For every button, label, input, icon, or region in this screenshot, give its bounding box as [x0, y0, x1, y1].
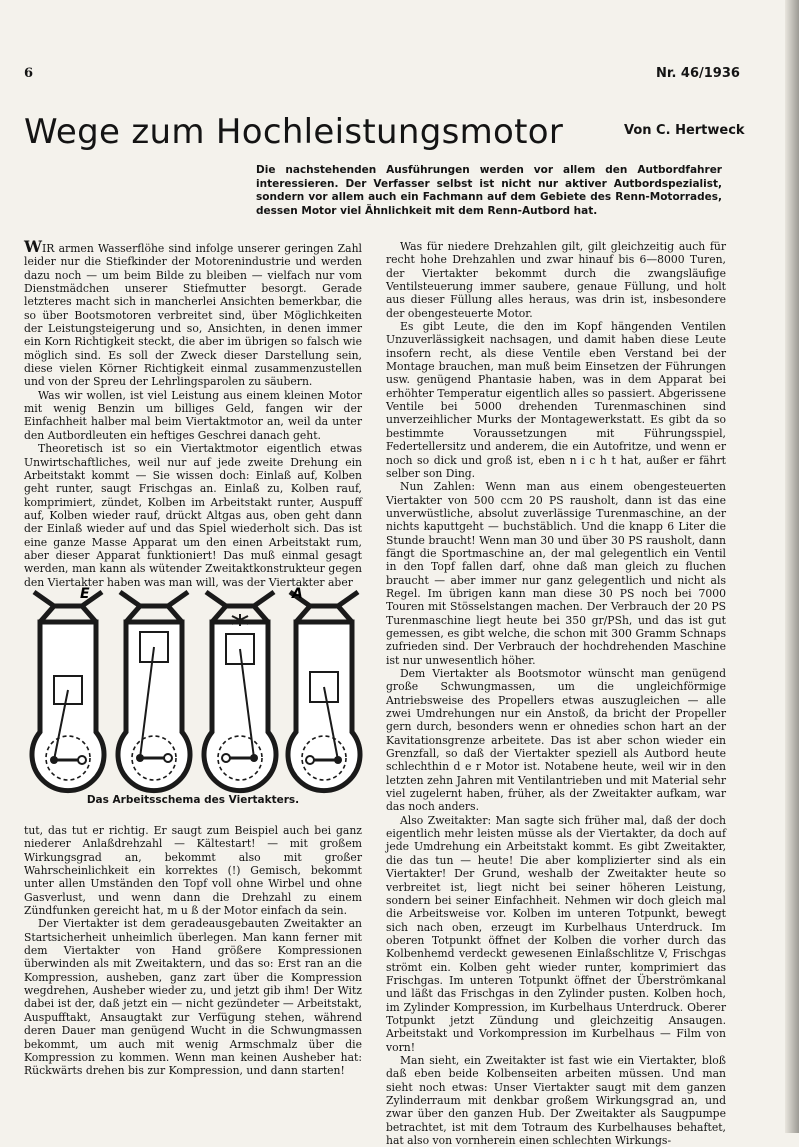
article-author: Von C. Hertweck [624, 123, 745, 138]
engine-cycle-illustration [24, 582, 362, 792]
article-intro: Die nachstehenden Ausführungen werden vor allem den Autbordfahrer interessieren. Der Verfasser selbst ist nicht nur aktiver Autbordspezialist, sondern vor allem auch ein Fachmann auf dem Gebiete des Renn-Motorrades, dessen Motor viel Ähnlichkeit mit dem Renn-Autbord hat. [256, 164, 722, 217]
article-title: Wege zum Hochleistungsmotor [24, 112, 564, 152]
cycle-compression [118, 592, 190, 791]
paragraph: Der Viertakter ist dem geradeausgebauten Zweitakter an Startsicherheit unheimlich überlegen. Man kann ferner mit dem Viertakter von Hand größere Kompressionen überwinden als mit Zweitaktern, und das so: Erst ran an die Kompression, ausheben, ganz zart über die Kompression wegdrehen, Ausheber wieder zu, und jetzt gib ihm! Der Witz dabei ist der, daß jetzt ein — nicht gezündeter — Arbeitstakt, Auspufftakt, Ansaugtakt zur Verfügung stehen, während deren Dauer man genügend Wucht in die Schwungmassen bekommt, um auch mit wenig Armschmalz über die Kompression zu kommen. Wenn man keinen Ausheber hat: Rückwärts drehen bis zur Kompression, und dann starten! [24, 917, 362, 1078]
label-exhaust: A [292, 586, 303, 602]
paragraph: Nun Zahlen: Wenn man aus einem obengesteuerten Viertakter von 500 ccm 20 PS rausholt, dann ist das eine unverwüstliche, absolut zuverlässige Turenmaschine, an der nichts kaputtgeht — buchstäblich. Und die knapp 6 Liter die Stunde braucht! Wenn man 30 und über 30 PS rausholt, dann fängt die Sportmaschine an, der mal gelegentlich ein Ventil in den Topf fallen darf, ohne daß man gleich zu fluchen braucht — aber immer nur ganz gelegentlich und nicht als Regel. Im übrigen kann man diese 30 PS noch bei 7000 Touren mit Stösselstangen machen. Der Verbrauch der 20 PS Turenmaschine liegt heute bei 350 gr/PSh, und das ist gut gemessen, es gibt welche, die schon mit 300 Gramm Schnaps zufrieden sind. Der Verbrauch der hochdrehenden Maschine ist nur unwesentlich höher. [386, 480, 726, 667]
four-stroke-diagram [24, 582, 362, 812]
page-number: 6 [24, 66, 34, 81]
left-column-bottom [24, 824, 362, 1128]
issue-number: Nr. 46/1936 [656, 66, 740, 81]
paragraph: Theoretisch ist so ein Viertaktmotor eigentlich etwas Unwirtschaftliches, weil nur auf jede zweite Drehung ein Arbeitstakt kommt — Sie wissen doch: Einlaß auf, Kolben geht runter, saugt Frischgas an. Einlaß zu, Kolben rauf, komprimiert, zündet, Kolben im Arbeitstakt runter, Auspuff auf, Kolben wieder rauf, drückt Altgas aus, oben geht dann der Einlaß wieder auf und das Spiel wiederholt sich. Das ist eine ganze Masse Apparat um den einen Arbeitstakt rum, aber dieser Apparat funktioniert! Das muß einmal gesagt werden, man kann als wütender Zweitaktkonstrukteur gegen den Viertakter haben was man will, was der Viertakter aber [24, 442, 362, 589]
cycle-ignition [204, 592, 276, 791]
paragraph: tut, das tut er richtig. Er saugt zum Beispiel auch bei ganz niederer Anlaßdrehzahl — Kältestart! — mit großem Wirkungsgrad an, bekommt also mit großer Wahrscheinlichkeit ein korrektes (!) Gemisch, bekommt unter allen Umständen den Topf voll ohne Wirbel und ohne Gasverlust, und wenn dann die Drehzahl zu einem Zündfunken gereicht hat, m u ß der Motor einfach da sein. [24, 824, 362, 918]
paragraph: Man sieht, ein Zweitakter ist fast wie ein Viertakter, bloß daß eben beide Kolbenseiten arbeiten müssen. Und man sieht noch etwas: Unser Viertakter saugt mit dem ganzen Zylinderraum mit denkbar großem Wirkungsgrad an, und zwar über den ganzen Hub. Der Zweitakter als Saugpumpe betrachtet, ist mit dem Totraum des Kurbelhauses behaftet, hat also von vornherein einen schlechten Wirkungs- [386, 1053, 726, 1147]
paragraph-text: IR armen Wasserflöhe sind infolge unserer geringen Zahl leider nur die Stiefkinder der Motorenindustrie und werden dazu noch — um beim Bilde zu bleiben — vielfach nur vom Dienstmädchen unserer Stiefmutter besorgt. Gerade letzteres macht sich in mancherlei Ansichten bemerkbar, die so über Bootsmotoren verbreitet sind, über Möglichkeiten der Leistungsteigerung und so, Ansichten, in denen immer ein Korn Richtigkeit steckt, die aber im übrigen so falsch wie möglich sind. Es soll der Zweck dieser Darstellung sein, diese vielen Körner Richtigkeit einmal zusammenzustellen und von der Spreu der Lehrlingsparolen zu säubern. [24, 242, 362, 389]
left-column-top [24, 237, 362, 589]
cycle-intake [32, 592, 104, 791]
paragraph: Was für niedere Drehzahlen gilt, gilt gleichzeitig auch für recht hohe Drehzahlen und zwar hinauf bis 6—8000 Turen, der Viertakter bekommt durch die zwangsläufige Ventilsteuerung immer saubere, genaue Füllung, und holt aus dieser Füllung alles heraus, was drin ist, insbesondere der obengesteuerte Motor. [386, 240, 726, 320]
cycle-exhaust [288, 592, 360, 791]
figure-caption: Das Arbeitsschema des Viertakters. [86, 794, 300, 806]
paragraph [24, 237, 362, 389]
paragraph: Es gibt Leute, die den im Kopf hängenden Ventilen Unzuverlässigkeit nachsagen, und damit haben diese Leute insofern recht, als diese Ventile eben Verstand bei der Montage brauchen, man muß beim Einsetzen der Führungen usw. genügend Phantasie haben, was in dem Apparat bei erhöhter Temperatur eigentlich alles so passiert. Abgerissene Ventile bei 5000 drehenden Turenmaschinen sind unverzeihlicher Murks der Montagewerkstatt. Es gibt da so bestimmte Voraussetzungen mit Führungsspiel, Federtellersitz und anderem, die ein Autofritze, und wenn er noch so dick und groß ist, eben n i c h t hat, außer er fährt selber son Ding. [386, 320, 726, 480]
drop-cap: W [24, 237, 42, 256]
right-column [386, 240, 726, 1147]
page-edge-shadow [785, 0, 799, 1133]
paragraph: Was wir wollen, ist viel Leistung aus einem kleinen Motor mit wenig Benzin um billiges Geld, fangen wir der Einfachheit halber mal beim Viertaktmotor an, weil da unter den Autbordleuten ein heftiges Geschrei danach geht. [24, 388, 362, 442]
paragraph: Dem Viertakter als Bootsmotor wünscht man genügend große Schwungmassen, um die ungleichförmige Antriebsweise des Propellers etwas auszugleichen — alle zwei Umdrehungen nur ein Anstoß, da bricht der Propeller gern durch, besonders wenn er ohnedies schon hart an der Kavitationsgrenze arbeitete. Das ist aber schon wieder ein Grenzfall, so daß der Viertakter speziell als Autbord heute schlechthin d e r Motor ist. Notabene heute, weil wir in den letzten zehn Jahren mit Ventilantrieben und mit Material sehr viel zugelernt haben, früher, als der Zweitakter aufkam, war das noch anders. [386, 667, 726, 814]
label-intake: E [80, 586, 90, 602]
paragraph: Also Zweitakter: Man sagte sich früher mal, daß der doch eigentlich mehr leisten müsse als der Viertakter, da doch auf jede Umdrehung ein Arbeitstakt kommt. Es gibt Zweitakter, die das tun — heute! Die aber komplizierter sind als ein Viertakter! Der Grund, weshalb der Zweitakter heute so verbreitet ist, liegt nicht bei seiner höheren Leistung, sondern bei seiner Einfachheit. Nehmen wir doch gleich mal die Arbeitsweise vor. Kolben im unteren Totpunkt, bewegt sich nach oben, erzeugt im Kurbelhaus Unterdruck. Im oberen Totpunkt öffnet der Kolben die vorher durch das Kolbenhemd verdeckt gewesenen Einlaßschlitze V, Frischgas strömt ein. Kolben geht wieder runter, komprimiert das Frischgas. Im unteren Totpunkt öffnet der Überströmkanal und läßt das Frischgas in den Zylinder pusten. Kolben hoch, im Zylinder Kompression, im Kurbelhaus Unterdruck. Oberer Totpunkt jetzt Zündung und gleichzeitig Ansaugen. Arbeitstakt und Vorkompression im Kurbelhaus — Film von vorn! [386, 813, 726, 1054]
